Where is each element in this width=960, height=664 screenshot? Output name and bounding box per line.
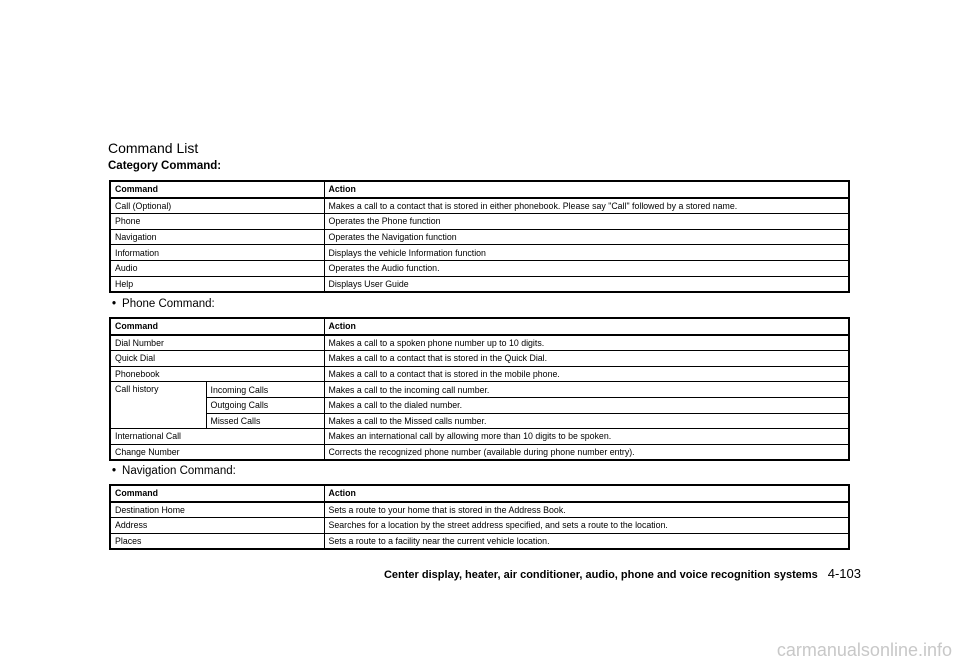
page-footer: [384, 566, 861, 581]
column-header-command: Command: [110, 318, 324, 335]
column-header-action: Action: [324, 181, 849, 198]
subcommand-cell: Incoming Calls: [206, 382, 324, 398]
table-row: [110, 382, 849, 398]
command-cell: Dial Number: [110, 335, 324, 351]
action-cell: Operates the Navigation function: [324, 229, 849, 245]
page-number: 4-103: [827, 566, 861, 581]
action-cell: Makes a call to a spoken phone number up to 10 digits.: [324, 335, 849, 351]
category-heading: Category Command:: [108, 160, 222, 172]
command-cell: Call (Optional): [110, 198, 324, 214]
navigation-command-table: [109, 484, 850, 550]
column-header-command: Command: [110, 181, 324, 198]
column-header-action: Action: [324, 485, 849, 502]
table-row: [110, 335, 849, 351]
table-row: [110, 229, 849, 245]
table-row: [110, 444, 849, 460]
call-history-cell: Call history: [110, 382, 206, 429]
command-cell: Audio: [110, 260, 324, 276]
table-row: [110, 397, 849, 413]
action-cell: Makes a call to a contact that is stored in the Quick Dial.: [324, 351, 849, 367]
action-cell: Makes a call to a contact that is stored in the mobile phone.: [324, 366, 849, 382]
phone-command-heading-text: Phone Command:: [122, 298, 215, 310]
bullet-icon: •: [112, 465, 117, 477]
command-cell: International Call: [110, 429, 324, 445]
action-cell: Makes a call to the dialed number.: [324, 397, 849, 413]
action-cell: Makes an international call by allowing more than 10 digits to be spoken.: [324, 429, 849, 445]
table-row: [110, 214, 849, 230]
subcommand-cell: Outgoing Calls: [206, 397, 324, 413]
action-cell: Makes a call to the Missed calls number.: [324, 413, 849, 429]
bullet-icon: •: [112, 298, 117, 310]
action-cell: Searches for a location by the street address specified, and sets a route to the location.: [324, 518, 849, 534]
action-cell: Sets a route to a facility near the current vehicle location.: [324, 533, 849, 549]
action-cell: Operates the Audio function.: [324, 260, 849, 276]
action-cell: Sets a route to your home that is stored in the Address Book.: [324, 502, 849, 518]
command-cell: Navigation: [110, 229, 324, 245]
action-cell: Displays User Guide: [324, 276, 849, 292]
command-cell: Information: [110, 245, 324, 261]
table-header-row: [110, 485, 849, 502]
column-header-action: Action: [324, 318, 849, 335]
page-title: Command List: [108, 140, 199, 156]
table-row: [110, 429, 849, 445]
command-cell: Places: [110, 533, 324, 549]
action-cell: Corrects the recognized phone number (available during phone number entry).: [324, 444, 849, 460]
action-cell: Displays the vehicle Information function: [324, 245, 849, 261]
table-row: [110, 366, 849, 382]
command-cell: Change Number: [110, 444, 324, 460]
table-header-row: [110, 181, 849, 198]
navigation-command-heading: [112, 465, 236, 477]
action-cell: Makes a call to the incoming call number.: [324, 382, 849, 398]
command-cell: Phonebook: [110, 366, 324, 382]
table-row: [110, 198, 849, 214]
table-row: [110, 276, 849, 292]
command-cell: Phone: [110, 214, 324, 230]
table-row: [110, 351, 849, 367]
category-command-table: [109, 180, 850, 293]
table-row: [110, 518, 849, 534]
table-row: [110, 502, 849, 518]
table-row: [110, 413, 849, 429]
table-header-row: [110, 318, 849, 335]
action-cell: Operates the Phone function: [324, 214, 849, 230]
subcommand-cell: Missed Calls: [206, 413, 324, 429]
command-cell: Help: [110, 276, 324, 292]
action-cell: Makes a call to a contact that is stored in either phonebook. Please say "Call" followed by a stored name.: [324, 198, 849, 214]
table-row: [110, 245, 849, 261]
command-cell: Address: [110, 518, 324, 534]
table-row: [110, 260, 849, 276]
command-cell: Destination Home: [110, 502, 324, 518]
footer-section-title: Center display, heater, air conditioner, audio, phone and voice recognition systems: [383, 569, 818, 581]
watermark: carmanualsonline.info: [776, 640, 952, 660]
phone-command-heading: [112, 298, 215, 310]
command-cell: Quick Dial: [110, 351, 324, 367]
navigation-command-heading-text: Navigation Command:: [122, 465, 236, 477]
phone-command-table: [109, 317, 850, 461]
table-row: [110, 533, 849, 549]
column-header-command: Command: [110, 485, 324, 502]
